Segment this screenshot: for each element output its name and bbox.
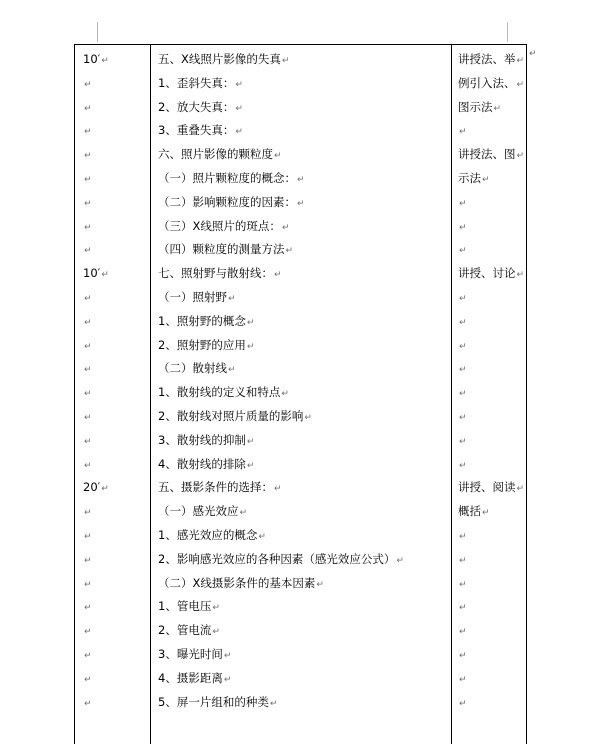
method-cell <box>458 381 467 407</box>
content-cell <box>158 334 254 360</box>
cell-text: 3、重叠失真： <box>158 123 235 138</box>
paragraph-mark: ↵ <box>246 317 255 328</box>
method-cell <box>458 405 467 431</box>
table-row <box>75 381 526 405</box>
method-cell <box>458 310 467 336</box>
content-cell <box>158 357 236 383</box>
method-cell <box>458 643 467 669</box>
paragraph-mark: ↵ <box>84 365 92 376</box>
cell-text: 3、曝光时间 <box>158 647 223 661</box>
table-row <box>75 143 526 167</box>
method-cell <box>458 334 467 360</box>
paragraph-mark: ↵ <box>274 484 282 495</box>
time-cell <box>83 500 92 526</box>
paragraph-mark: ↵ <box>84 436 92 447</box>
content-cell <box>158 143 282 169</box>
paragraph-mark: ↵ <box>84 508 92 519</box>
cell-text: 3、散射线的抑制 <box>158 432 246 447</box>
time-cell <box>83 453 92 479</box>
table-row <box>75 48 526 72</box>
paragraph-mark: ↵ <box>84 79 92 90</box>
paragraph-mark: ↵ <box>84 555 92 566</box>
paragraph-mark: ↵ <box>228 365 236 376</box>
paragraph-mark: ↵ <box>228 294 236 304</box>
method-cell <box>458 191 467 217</box>
time-cell <box>83 572 92 598</box>
paragraph-mark: ↵ <box>212 627 220 638</box>
crop-mark-right <box>507 22 508 42</box>
paragraph-mark: ↵ <box>281 222 290 233</box>
table-row <box>75 548 526 572</box>
paragraph-mark: ↵ <box>84 698 92 709</box>
content-cell <box>158 500 247 526</box>
method-cell <box>458 143 524 169</box>
content-cell <box>158 72 243 98</box>
cell-text: 2、照射野的应用 <box>158 337 246 352</box>
content-cell <box>158 643 231 669</box>
table-row <box>75 476 526 500</box>
table-row <box>75 286 526 310</box>
paragraph-mark: ↵ <box>235 127 243 138</box>
paragraph-mark: ↵ <box>459 365 467 376</box>
paragraph-mark: ↵ <box>285 246 294 257</box>
time-cell <box>83 143 92 169</box>
paragraph-mark: ↵ <box>235 79 243 90</box>
paragraph-mark: ↵ <box>493 103 502 114</box>
table-row <box>75 667 526 691</box>
content-cell <box>158 595 220 621</box>
time-cell <box>83 429 92 455</box>
paragraph-mark: ↵ <box>101 56 109 66</box>
method-cell <box>458 619 467 645</box>
paragraph-mark: ↵ <box>304 413 312 423</box>
cell-text: 七、照射野与散射线： <box>158 266 273 281</box>
paragraph-mark: ↵ <box>101 484 109 495</box>
content-cell <box>158 548 404 574</box>
paragraph-mark: ↵ <box>459 579 467 590</box>
paragraph-mark: ↵ <box>482 175 490 185</box>
table-row <box>75 96 526 120</box>
method-cell <box>458 500 490 526</box>
paragraph-mark: ↵ <box>84 651 92 661</box>
content-cell <box>158 48 289 74</box>
table-row <box>75 643 526 667</box>
method-cell <box>458 691 467 717</box>
paragraph-mark: ↵ <box>459 532 467 542</box>
cell-text: 10′ <box>83 52 101 66</box>
cell-text: （二）影响颗粒度的因素： <box>158 194 296 209</box>
cell-text: （一）照片颗粒度的概念： <box>158 171 296 185</box>
paragraph-mark: ↵ <box>84 341 92 352</box>
cell-text: 20′ <box>83 480 101 495</box>
content-cell <box>158 96 243 122</box>
paragraph-mark: ↵ <box>459 294 467 304</box>
paragraph-mark: ↵ <box>84 294 92 304</box>
end-of-row-mark: ↵ <box>529 49 537 59</box>
paragraph-mark: ↵ <box>84 674 92 685</box>
method-cell <box>458 524 467 550</box>
cell-text: 示法 <box>458 171 481 185</box>
time-cell <box>83 619 92 645</box>
paragraph-mark: ↵ <box>235 103 243 114</box>
paragraph-mark: ↵ <box>459 198 467 209</box>
content-cell <box>158 476 282 502</box>
time-cell <box>83 167 92 193</box>
method-cell <box>458 667 467 693</box>
paragraph-mark: ↵ <box>459 651 467 661</box>
cell-text: 2、影响感光效应的各种因素（感光效应公式） <box>158 551 396 566</box>
paragraph-mark: ↵ <box>459 389 467 400</box>
cell-text: 五、摄影条件的选择： <box>158 480 273 495</box>
table-row <box>75 691 526 715</box>
paragraph-mark: ↵ <box>84 579 92 590</box>
method-cell <box>458 429 467 455</box>
method-cell <box>458 96 501 122</box>
method-cell <box>458 357 467 383</box>
paragraph-mark: ↵ <box>84 413 92 423</box>
cell-text: 讲授、讨论 <box>458 266 516 281</box>
time-cell <box>83 691 92 717</box>
table-row <box>75 595 526 619</box>
cell-text: 5、屏一片组和的种类 <box>158 694 269 709</box>
time-cell <box>83 262 109 288</box>
paragraph-mark: ↵ <box>459 698 467 709</box>
cell-text: 概括 <box>458 504 481 519</box>
paragraph-mark: ↵ <box>459 674 467 685</box>
paragraph-mark: ↵ <box>239 508 248 519</box>
method-cell <box>458 548 467 574</box>
cell-text: 4、摄影距离 <box>158 670 223 685</box>
paragraph-mark: ↵ <box>459 246 467 257</box>
time-cell <box>83 405 92 431</box>
time-cell <box>83 643 92 669</box>
paragraph-mark: ↵ <box>297 198 305 209</box>
time-cell <box>83 334 92 360</box>
paragraph-mark: ↵ <box>459 436 467 447</box>
time-cell <box>83 286 92 312</box>
time-cell <box>83 238 92 264</box>
paragraph-mark: ↵ <box>516 270 525 281</box>
method-cell <box>458 238 467 264</box>
paragraph-mark: ↵ <box>84 151 92 162</box>
time-cell <box>83 310 92 336</box>
paragraph-mark: ↵ <box>459 627 467 638</box>
table-row <box>75 334 526 358</box>
cell-text: 1、歪斜失真： <box>158 75 235 90</box>
paragraph-mark: ↵ <box>516 151 525 162</box>
cell-text: 1、散射线的定义和特点 <box>158 385 281 400</box>
method-cell <box>458 286 467 312</box>
paragraph-mark: ↵ <box>459 127 467 138</box>
cell-text: 2、散射线对照片质量的影响 <box>158 409 304 423</box>
paragraph-mark: ↵ <box>297 175 305 185</box>
table-row <box>75 453 526 477</box>
paragraph-mark: ↵ <box>84 603 92 614</box>
method-cell <box>458 215 467 241</box>
paragraph-mark: ↵ <box>269 698 278 709</box>
time-cell <box>83 476 109 502</box>
table-row <box>75 500 526 524</box>
content-cell <box>158 381 289 407</box>
paragraph-mark: ↵ <box>459 603 467 614</box>
cell-text: 1、感光效应的概念 <box>158 528 258 542</box>
content-cell <box>158 286 236 312</box>
cell-text: 讲授法、举 <box>458 52 516 66</box>
cell-text: 讲授、阅读 <box>458 480 516 495</box>
paragraph-mark: ↵ <box>84 246 92 257</box>
paragraph-mark: ↵ <box>84 127 92 138</box>
paragraph-mark: ↵ <box>84 460 92 471</box>
paragraph-mark: ↵ <box>316 579 324 590</box>
table-row <box>75 238 526 262</box>
paragraph-mark: ↵ <box>459 460 467 471</box>
paragraph-mark: ↵ <box>84 222 92 233</box>
table-row <box>75 215 526 239</box>
content-cell <box>158 119 243 145</box>
content-cell <box>158 619 220 645</box>
cell-text: （二）散射线 <box>158 361 227 376</box>
table-row <box>75 572 526 596</box>
time-cell <box>83 524 92 550</box>
content-cell <box>158 310 254 336</box>
cell-text: 图示法 <box>458 99 493 114</box>
paragraph-mark: ↵ <box>281 56 290 66</box>
crop-mark-left <box>97 22 98 42</box>
table-row <box>75 619 526 643</box>
paragraph-mark: ↵ <box>516 484 525 495</box>
cell-text: 2、放大失真： <box>158 99 235 114</box>
paragraph-mark: ↵ <box>84 103 92 114</box>
content-cell <box>158 429 254 455</box>
time-cell <box>83 48 109 74</box>
content-cell <box>158 262 282 288</box>
paragraph-mark: ↵ <box>459 555 467 566</box>
method-cell <box>458 595 467 621</box>
content-cell <box>158 524 266 550</box>
cell-text: （四）颗粒度的测量方法 <box>158 242 285 257</box>
content-cell <box>158 215 289 241</box>
table-row <box>75 357 526 381</box>
paragraph-mark: ↵ <box>101 270 109 281</box>
table-row <box>75 167 526 191</box>
paragraph-mark: ↵ <box>223 674 232 685</box>
cell-text: 4、散射线的排除 <box>158 456 246 471</box>
cell-text: 五、X线照片影像的失真 <box>158 52 281 66</box>
time-cell <box>83 357 92 383</box>
content-cell <box>158 191 305 217</box>
cell-text: （一）照射野 <box>158 290 227 304</box>
cell-text: 2、管电流 <box>158 623 212 638</box>
paragraph-mark: ↵ <box>516 79 525 90</box>
cell-text: 例引入法、 <box>458 75 516 90</box>
method-cell <box>458 119 467 145</box>
time-cell <box>83 548 92 574</box>
table-row <box>75 191 526 215</box>
time-cell <box>83 191 92 217</box>
paragraph-mark: ↵ <box>212 603 220 614</box>
table-row <box>75 405 526 429</box>
paragraph-mark: ↵ <box>274 151 282 162</box>
paragraph-mark: ↵ <box>258 532 266 542</box>
paragraph-mark: ↵ <box>459 413 467 423</box>
paragraph-mark: ↵ <box>459 222 467 233</box>
method-cell <box>458 48 524 74</box>
method-cell <box>458 476 524 502</box>
paragraph-mark: ↵ <box>84 317 92 328</box>
table-row <box>75 262 526 286</box>
cell-text: 1、照射野的概念 <box>158 313 246 328</box>
time-cell <box>83 215 92 241</box>
paragraph-mark: ↵ <box>274 270 282 281</box>
content-cell <box>158 238 293 264</box>
table-row <box>75 429 526 453</box>
paragraph-mark: ↵ <box>223 651 232 661</box>
paragraph-mark: ↵ <box>396 555 404 566</box>
content-cell <box>158 572 324 598</box>
time-cell <box>83 119 92 145</box>
cell-text: （一）感光效应 <box>158 504 239 519</box>
paragraph-mark: ↵ <box>281 389 289 400</box>
content-cell <box>158 667 231 693</box>
time-cell <box>83 381 92 407</box>
paragraph-mark: ↵ <box>459 317 467 328</box>
time-cell <box>83 72 92 98</box>
cell-text: 六、照片影像的颗粒度 <box>158 147 273 162</box>
lesson-plan-table <box>74 44 527 744</box>
method-cell <box>458 72 524 98</box>
table-row <box>75 310 526 334</box>
paragraph-mark: ↵ <box>84 175 92 185</box>
content-cell <box>158 453 254 479</box>
content-cell <box>158 691 277 717</box>
paragraph-mark: ↵ <box>84 389 92 400</box>
time-cell <box>83 96 92 122</box>
table-row <box>75 524 526 548</box>
content-cell <box>158 405 312 431</box>
content-cell <box>158 167 305 193</box>
paragraph-mark: ↵ <box>246 460 255 471</box>
paragraph-mark: ↵ <box>246 436 255 447</box>
method-cell <box>458 167 490 193</box>
cell-text: 10′ <box>83 266 101 281</box>
cell-text: （三）X线照片的斑点： <box>158 218 281 233</box>
cell-text: （二）X线摄影条件的基本因素 <box>158 575 316 590</box>
table-row <box>75 72 526 96</box>
paragraph-mark: ↵ <box>516 56 525 66</box>
cell-text: 1、管电压 <box>158 599 212 614</box>
cell-text: 讲授法、图 <box>458 147 516 162</box>
paragraph-mark: ↵ <box>84 627 92 638</box>
time-cell <box>83 667 92 693</box>
paragraph-mark: ↵ <box>459 341 467 352</box>
paragraph-mark: ↵ <box>84 532 92 542</box>
paragraph-mark: ↵ <box>246 341 255 352</box>
method-cell <box>458 262 524 288</box>
method-cell <box>458 572 467 598</box>
method-cell <box>458 453 467 479</box>
table-row <box>75 119 526 143</box>
paragraph-mark: ↵ <box>482 508 490 519</box>
time-cell <box>83 595 92 621</box>
paragraph-mark: ↵ <box>84 198 92 209</box>
